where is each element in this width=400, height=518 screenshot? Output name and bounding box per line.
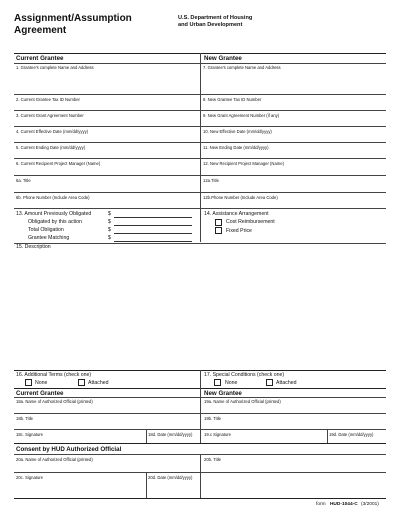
current-grantee-heading: Current Grantee <box>16 55 64 62</box>
assistance-arrangement-label: 14. Assistance Arrangement <box>204 211 269 217</box>
field-12b-label: 12b.Phone Number (Include Area Code) <box>203 195 278 200</box>
field-10-label: 10. New Effective Date (mm/dd/yyyy) <box>203 129 272 134</box>
row-rule <box>14 110 386 111</box>
hud-date-label: 20d. Date (mm/dd/yyyy) <box>148 475 193 480</box>
new-signature-label: 19.c Signature <box>204 432 232 437</box>
cost-reimbursement-label: Cost Reimbursement <box>226 219 275 225</box>
amount-previously-obligated-field[interactable] <box>114 217 192 218</box>
special-conditions-label: 17. Special Conditions (check one) <box>204 372 285 378</box>
new-date-label: 19d. Date (mm/dd/yyyy) <box>329 432 374 437</box>
new-official-title-label: 19b. Title <box>204 416 221 421</box>
description-label: 15. Description <box>16 244 51 250</box>
row-rule <box>14 429 386 430</box>
field-5-label: 5. Current Ending Date (mm/dd/yyyy) <box>16 145 86 150</box>
special-conditions-none-checkbox[interactable] <box>214 379 221 386</box>
field-11-label: 11. New Ending Date (mm/dd/yyyy) <box>203 145 269 150</box>
row-rule <box>14 443 386 444</box>
form-number-value: HUD-1044-C <box>329 502 358 507</box>
field-3-label: 3. Current Grant Agreement Number <box>16 113 84 118</box>
new-grantee-sig-heading: New Grantee <box>204 390 242 397</box>
row-rule <box>14 472 386 473</box>
section16-divider <box>200 370 201 388</box>
current-official-name-label: 18a. Name of Authorized Official (printed) <box>16 399 93 404</box>
total-obligation-label: Total Obligation <box>28 227 64 233</box>
hud-consent-heading: Consent by HUD Authorized Official <box>16 446 122 453</box>
row-rule <box>14 243 386 244</box>
form-title <box>14 13 132 37</box>
form-title-line2: Agreement <box>14 25 67 36</box>
field-6-label: 6. Current Recipient Project Manager (Name) <box>16 161 101 166</box>
additional-terms-attached-label: Attached <box>88 380 109 386</box>
current-grantee-sig-heading: Current Grantee <box>16 390 64 397</box>
amount-previously-obligated-label: 13. Amount Previously Obligated <box>16 211 92 217</box>
section13-divider <box>200 208 201 242</box>
new-grantee-heading: New Grantee <box>204 55 242 62</box>
agency-line1: U.S. Department of Housing <box>178 15 253 21</box>
form-title-line1: Assignment/Assumption <box>14 13 132 24</box>
total-obligation-field[interactable] <box>114 233 192 234</box>
form-label: form <box>316 502 326 507</box>
center-divider <box>200 53 201 208</box>
date-divider <box>146 429 147 443</box>
cost-reimbursement-checkbox[interactable] <box>215 219 222 226</box>
row-rule <box>14 175 386 176</box>
fixed-price-checkbox[interactable] <box>215 227 222 234</box>
obligated-this-action-field[interactable] <box>114 225 192 226</box>
agency-line2: and Urban Development <box>178 22 243 28</box>
obligated-this-action-label: Obligated by this action <box>28 219 82 225</box>
grantee-matching-field[interactable] <box>114 241 192 242</box>
field-1-label: 1. Grantee's complete Name and Address <box>16 65 94 70</box>
current-date-label: 18d. Date (mm/dd/yyyy) <box>148 432 193 437</box>
hud-official-name-label: 20a. Name of Authorized Official (printed) <box>16 457 93 462</box>
row-rule <box>14 94 386 95</box>
row-rule <box>14 397 386 398</box>
field-8-label: 8. New Grantee Tax ID Number <box>203 97 262 102</box>
hud-signature-label: 20c. Signature <box>16 475 44 480</box>
field-12a-label: 12a.Title <box>203 178 219 183</box>
grantee-matching-label: Grantee Matching <box>28 235 70 241</box>
field-4-label: 4. Current Effective Date (mm/dd/yyyy) <box>16 129 89 134</box>
additional-terms-label: 16. Additional Terms (check one) <box>16 372 92 378</box>
date-divider <box>327 429 328 443</box>
bottom-rule <box>14 498 386 499</box>
new-official-name-label: 19a. Name of Authorized Official (printed) <box>204 399 281 404</box>
hud-official-title-label: 20b. Title <box>204 457 221 462</box>
agency-name <box>178 15 252 29</box>
field-12-label: 12. New Recipient Project Manager (Name) <box>203 161 284 166</box>
additional-terms-none-checkbox[interactable] <box>25 379 32 386</box>
row-rule <box>14 413 386 414</box>
field-6a-label: 6a. Title <box>16 178 31 183</box>
form-date: (3/2001) <box>361 502 379 507</box>
row-rule <box>14 126 386 127</box>
additional-terms-attached-checkbox[interactable] <box>78 379 85 386</box>
row-rule <box>14 142 386 143</box>
special-conditions-attached-checkbox[interactable] <box>266 379 273 386</box>
date-divider <box>146 472 147 498</box>
row-rule <box>14 192 386 193</box>
currency-symbol: $ <box>108 235 111 241</box>
special-conditions-none-label: None <box>225 380 238 386</box>
currency-symbol: $ <box>108 219 111 225</box>
description-field[interactable] <box>14 251 386 369</box>
fixed-price-label: Fixed Price <box>226 228 252 234</box>
additional-terms-none-label: None <box>35 380 48 386</box>
field-7-label: 7. Grantee's complete Name and Address <box>203 65 281 70</box>
current-official-title-label: 18b. Title <box>16 416 33 421</box>
currency-symbol: $ <box>108 227 111 233</box>
field-6b-label: 6b. Phone Number (Include Area Code) <box>16 195 90 200</box>
field-9-label: 9. New Grant Agreement Number (if any) <box>203 113 280 118</box>
hud-divider <box>200 454 201 498</box>
current-signature-label: 18c. Signature <box>16 432 44 437</box>
currency-symbol: $ <box>108 211 111 217</box>
special-conditions-attached-label: Attached <box>276 380 297 386</box>
row-rule <box>14 158 386 159</box>
form-number <box>316 502 379 507</box>
field-2-label: 2. Current Grantee Tax ID Number <box>16 97 80 102</box>
